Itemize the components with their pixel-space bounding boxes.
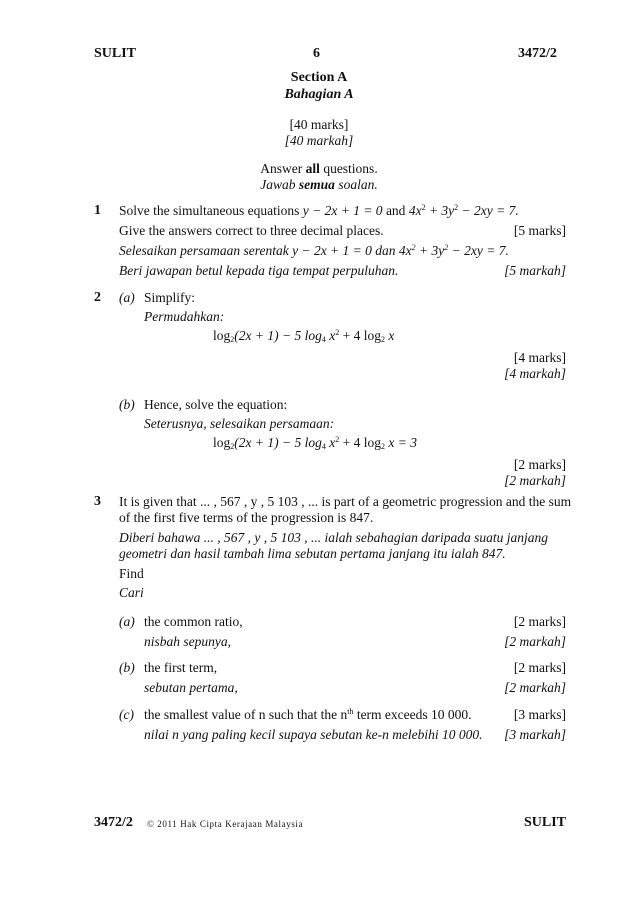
section-instruction — [219, 161, 419, 177]
base-3: 2 — [380, 335, 385, 344]
q3-a-label: (a) — [119, 614, 135, 629]
question-number-1: 1 — [94, 203, 101, 218]
q1-ms-end: − 2xy = 7. — [448, 243, 509, 258]
instr-bold: all — [305, 161, 320, 176]
q2-a-text: Simplify: — [144, 290, 196, 305]
q3-line-4: geometri dan hasil tambah lima sebutan pertama janjang itu ialah 847. — [119, 546, 506, 561]
header-confidential: SULIT — [94, 46, 137, 61]
q1-line-2: Give the answers correct to three decimal places. — [119, 223, 384, 238]
q3-b-marks-ms: [2 markah] — [504, 680, 566, 695]
section-marks-ms: [40 markah] — [284, 133, 354, 148]
q1-eqn-2c: + 3y — [425, 203, 455, 218]
q2-a-equation — [213, 328, 394, 344]
q3-c-marks-ms: [3 markah] — [504, 727, 566, 742]
footer-copyright: © 2011 Hak Cipta Kerajaan Malaysia — [147, 819, 304, 829]
section-title-ms: Bahagian A — [284, 87, 354, 102]
q1-eqn-2a: 4x — [408, 203, 422, 218]
q1-line-4: Beri jawapan betul kepada tiga tempat perpuluhan. — [119, 263, 399, 278]
q2-a-ms: Permudahkan: — [144, 309, 225, 324]
instr-ms-pre: Jawab — [260, 177, 299, 192]
eq-a-x2: x — [384, 328, 395, 343]
q3-b-ms: sebutan pertama, — [144, 680, 238, 695]
instr-post: questions. — [319, 161, 378, 176]
q3-c-sup: th — [347, 707, 354, 716]
q1-ms-sup2: 2 — [444, 243, 449, 252]
q3-line-2: of the first five terms of the progression is 847. — [119, 510, 374, 525]
q3-find: Find — [119, 566, 144, 581]
q1-eqn-2e: − 2xy = 7. — [458, 203, 519, 218]
base-1: 2 — [230, 335, 235, 344]
base-b1: 2 — [230, 442, 235, 451]
eq-b-rhs: x = 3 — [384, 435, 417, 450]
eq-a-exp: 2 — [335, 328, 340, 337]
q1-marks-ms: [5 markah] — [504, 263, 566, 278]
q3-c-text — [144, 707, 472, 723]
q1-ms-mid: + 3y — [415, 243, 445, 258]
q1-ms-sup1: 2 — [411, 243, 416, 252]
q3-a-text: the common ratio, — [144, 614, 243, 629]
base-b3: 2 — [380, 442, 385, 451]
log-1: log — [213, 328, 231, 343]
eq-a-x: x — [325, 328, 336, 343]
footer-paper-code: 3472/2 — [94, 815, 133, 830]
eq-b-exp: 2 — [335, 435, 340, 444]
footer-confidential: SULIT — [524, 815, 567, 830]
q3-a-marks: [2 marks] — [513, 614, 566, 629]
q1-eqn-2d: 2 — [454, 203, 459, 212]
q2-b-equation — [213, 435, 417, 451]
q1-ms-text: Selesaikan persamaan serentak y − 2x + 1 = 0 dan 4x — [119, 243, 412, 258]
q3-c-ms: nilai n yang paling kecil supaya sebutan ke-n melebihi 10 000. — [144, 727, 483, 742]
q1-line-1 — [119, 203, 519, 219]
header-paper-code: 3472/2 — [518, 46, 557, 61]
eq-a-log3: + 4 log — [339, 328, 381, 343]
q3-cari: Cari — [119, 585, 144, 600]
log-b1: log — [213, 435, 231, 450]
q2-a-marks-ms: [4 markah] — [504, 366, 566, 381]
q1-marks: [5 marks] — [513, 223, 566, 238]
q1-and: and — [382, 203, 409, 218]
q3-a-ms: nisbah sepunya, — [144, 634, 231, 649]
page-number: 6 — [313, 46, 320, 61]
q3-line-3: Diberi bahawa ... , 567 , y , 5 103 , ... ialah sebahagian daripada suatu janjang — [119, 530, 549, 545]
q3-a-marks-ms: [2 markah] — [504, 634, 566, 649]
q2-b-text: Hence, solve the equation: — [144, 397, 288, 412]
eq-b-part: (2x + 1) − 5 log — [234, 435, 322, 450]
q3-b-text: the first term, — [144, 660, 218, 675]
section-title: Section A — [290, 70, 348, 85]
instr-ms-post: soalan. — [334, 177, 378, 192]
q3-c-text-2: term exceeds 10 000. — [353, 707, 472, 722]
q2-b-marks-ms: [2 markah] — [504, 473, 566, 488]
q3-c-text-1: the smallest value of n such that the n — [144, 707, 348, 722]
q1-text: Solve the simultaneous equations — [119, 203, 303, 218]
q2-b-ms: Seterusnya, selesaikan persamaan: — [144, 416, 335, 431]
q3-b-marks: [2 marks] — [513, 660, 566, 675]
eq-a-part: (2x + 1) − 5 log — [234, 328, 322, 343]
q2-b-marks: [2 marks] — [513, 457, 566, 472]
instr-pre: Answer — [260, 161, 306, 176]
instr-ms-bold: semua — [298, 177, 335, 192]
q2-a-label: (a) — [119, 290, 135, 305]
question-number-2: 2 — [94, 290, 101, 305]
q1-eqn-1: y − 2x + 1 = 0 — [302, 203, 383, 218]
q2-b-label: (b) — [119, 397, 135, 412]
base-2: 4 — [321, 335, 326, 344]
q3-b-label: (b) — [119, 660, 135, 675]
section-instruction-ms — [219, 177, 419, 193]
q3-c-label: (c) — [119, 707, 134, 722]
q3-line-1: It is given that ... , 567 , y , 5 103 , ... is part of a geometric progression and the sum — [119, 494, 572, 509]
base-b2: 4 — [321, 442, 326, 451]
eq-b-log3: + 4 log — [339, 435, 381, 450]
q3-c-marks: [3 marks] — [513, 707, 566, 722]
question-number-3: 3 — [94, 494, 101, 509]
q1-line-3 — [119, 243, 509, 259]
section-marks: [40 marks] — [289, 117, 349, 132]
q1-eqn-2b: 2 — [421, 203, 426, 212]
q2-a-marks: [4 marks] — [513, 350, 566, 365]
eq-b-x: x — [325, 435, 336, 450]
